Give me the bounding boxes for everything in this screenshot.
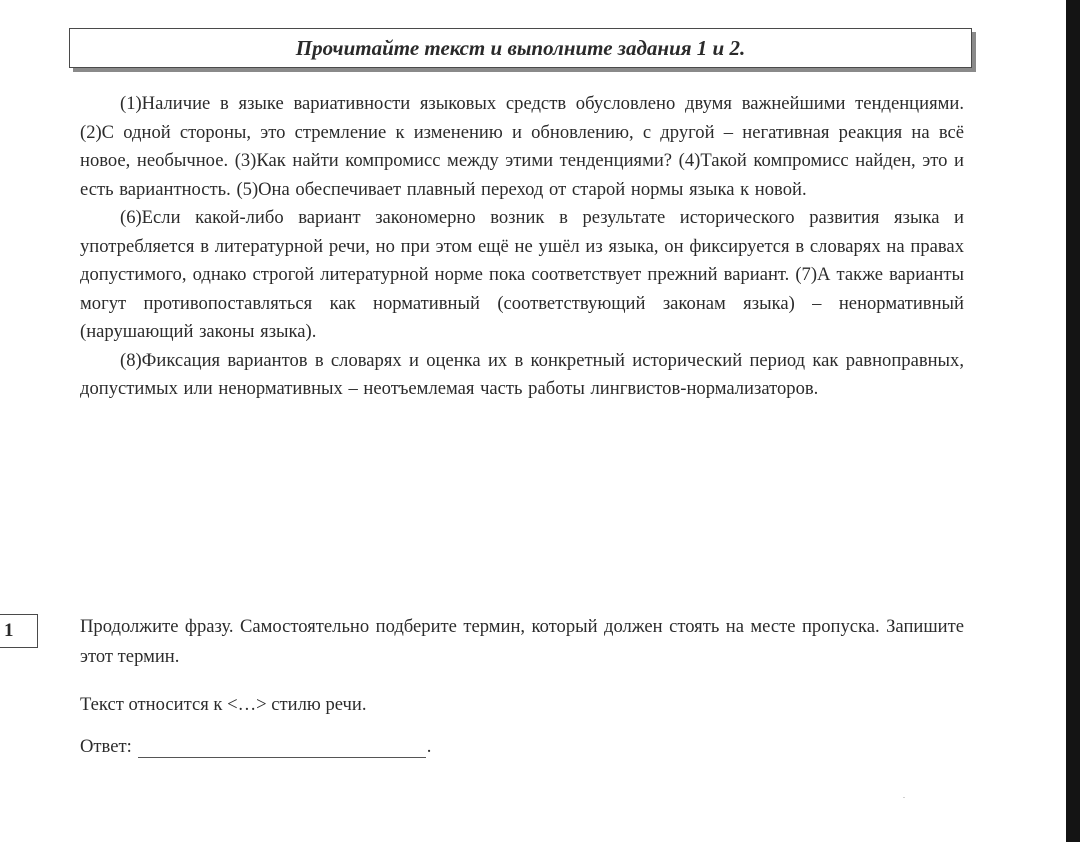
passage-paragraph-2: (6)Если какой-либо вариант закономерно возник в результате исторического развития языка и употребляется в литературной речи, но при этом ещё не ушёл из языка, он фиксируется в словарях на правах допустимого, однако строгой литературной норме пока соответствует прежний вариант. (7)А также варианты могут противопоставляться как нормативный (соответствующий законам языка) – ненормативный (нарушающий законы языка). xyxy=(80,207,964,342)
task-block xyxy=(80,612,964,672)
scan-speck xyxy=(903,797,905,798)
instruction-header-box xyxy=(69,28,972,68)
task-instruction: Продолжите фразу. Самостоятельно подберите термин, который должен стоять на месте пропуска. Запишите этот термин. xyxy=(80,616,964,667)
instruction-header-title: Прочитайте текст и выполните задания 1 и 2. xyxy=(295,35,746,60)
task-phrase: Текст относится к <…> стилю речи. xyxy=(80,694,367,715)
answer-row xyxy=(80,736,431,758)
answer-end-dot: . xyxy=(426,736,432,757)
task-number-box xyxy=(0,614,38,648)
passage-paragraph-3: (8)Фиксация вариантов в словарях и оценка их в конкретный исторический период как равноправных, допустимых или ненормативных – неотъемлемая часть работы лингвистов-нормализаторов. xyxy=(80,349,964,399)
reading-passage xyxy=(80,90,964,404)
task-number: 1 xyxy=(4,620,14,641)
passage-paragraph-1: (1)Наличие в языке вариативности языковых средств обусловлено двумя важнейшими тенденциями. (2)С одной стороны, это стремление к изменению и обновлению, с другой – негативная реакция на всё новое, необычное. (3)Как найти компромисс между этими тенденциями? (4)Такой компромисс найден, это и есть вариантность. (5)Она обеспечивает плавный переход от старой нормы языка к новой. xyxy=(80,93,964,200)
answer-label: Ответ: xyxy=(80,736,132,757)
answer-blank-line[interactable] xyxy=(138,737,426,758)
screen-edge-bar xyxy=(1066,0,1080,842)
